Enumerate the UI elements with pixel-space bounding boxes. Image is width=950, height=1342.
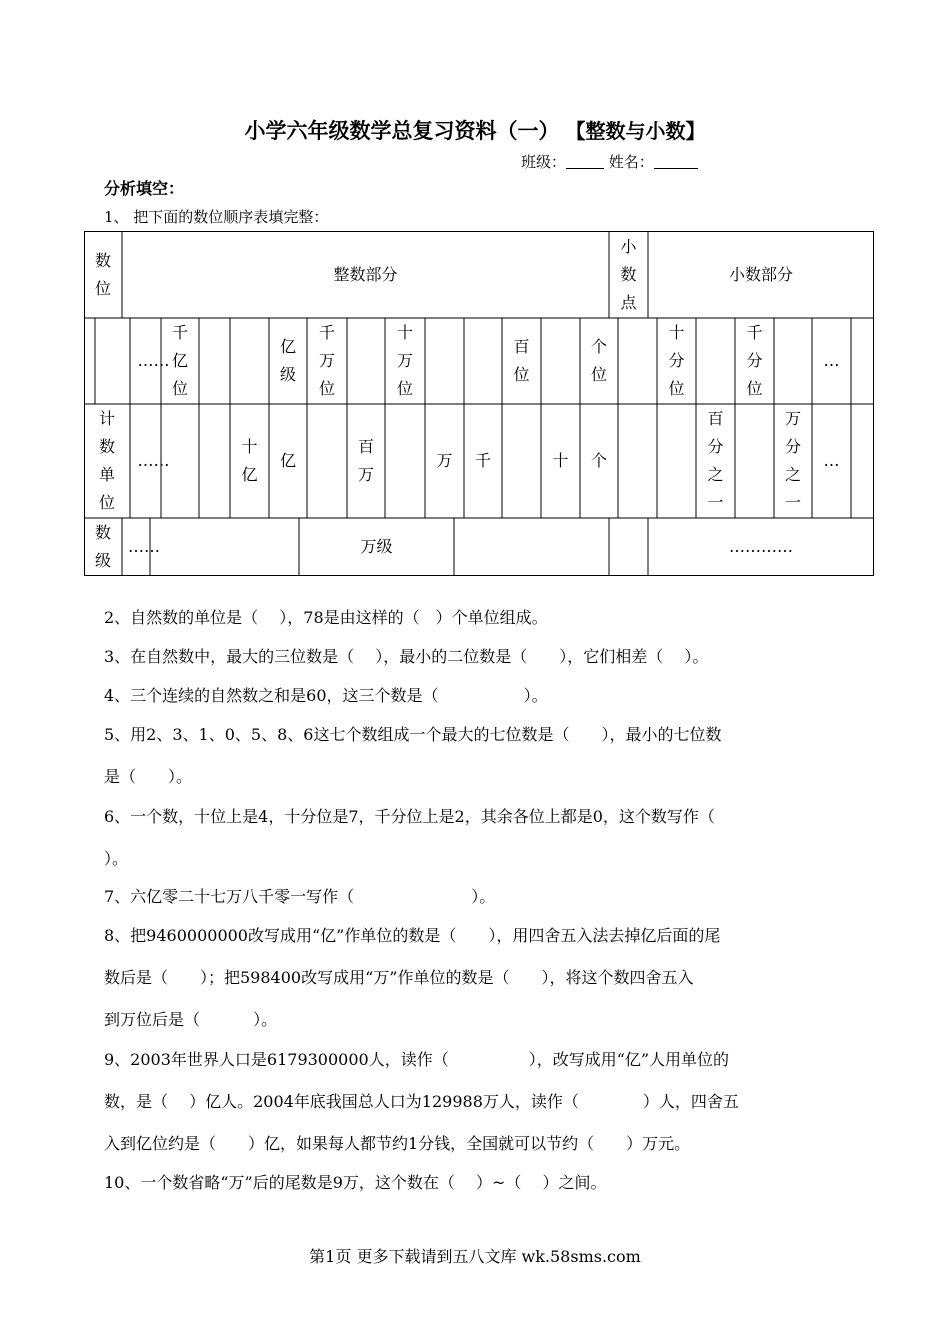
question-10: 10、一个数省略“万”后的尾数是9万，这个数在（ ）~（ ）之间。 <box>104 1173 607 1192</box>
section-title: 分析填空： <box>104 179 185 198</box>
place-shifen: 十分位 <box>668 323 685 398</box>
question-6-line1: 6、一个数，十位上是4，十分位是7，千分位上是2，其余各位上都是0，这个数写作（ <box>104 807 715 826</box>
place-qianwan: 千万位 <box>318 323 335 398</box>
unit-shiyi: 十亿 <box>241 437 258 484</box>
question-9-line2: 数，是（ ）亿人。2004年底我国总人口为129988万人，读作（ ）人，四舍五 <box>104 1092 739 1111</box>
place-qianfen: 千分位 <box>746 323 763 398</box>
question-5-line1: 5、用2、3、1、0、5、8、6这七个数组成一个最大的七位数是（ ），最小的七位数 <box>104 725 722 744</box>
place-value-table <box>84 231 874 576</box>
place-ge: 个位 <box>590 337 607 384</box>
question-3: 3、在自然数中，最大的三位数是（ ），最小的二位数是（ ），它们相差（ ）。 <box>104 647 709 666</box>
question-9-line3: 入到亿位约是（ ）亿，如果每人都节约1分钱，全国就可以节约（ ）万元。 <box>104 1134 691 1153</box>
question-6-line2: ）。 <box>104 849 129 868</box>
place-shiwan: 十万位 <box>396 323 413 398</box>
shuwei-label: 数位 <box>94 250 111 298</box>
question-8-line2: 数后是（ ）；把598400改写成用“万”作单位的数是（ ），将这个数四舍五入 <box>104 968 694 987</box>
question-7: 7、六亿零二十七万八千零一写作（ ）。 <box>104 887 496 906</box>
subtitle-text: 【整数与小数】 <box>575 119 706 143</box>
unit-baifen: 百分之一 <box>707 409 724 512</box>
class-label: 班级： <box>521 153 567 171</box>
integer-part-header: 整数部分 <box>333 264 398 284</box>
unit-ge: 个 <box>590 451 607 470</box>
question-1: 1、 把下面的数位顺序表填完整： <box>104 208 329 226</box>
unit-shi: 十 <box>552 451 569 470</box>
page-title <box>0 114 950 148</box>
place-bai: 百位 <box>513 337 530 384</box>
question-8-line3: 到万位后是（ ）。 <box>104 1010 278 1029</box>
place-qianyi: 千亿位 <box>171 323 188 398</box>
decimal-point-header: 小数点 <box>620 236 637 312</box>
unit-yi: 亿 <box>279 451 296 470</box>
row3-ellipsis: …… <box>128 537 160 556</box>
row1-ellipsis: …… <box>137 351 170 370</box>
question-5-line2: 是（ ）。 <box>104 767 193 786</box>
class-name-line <box>521 150 698 174</box>
decimal-level-dots: ………… <box>729 537 793 556</box>
decimal-part-header: 小数部分 <box>728 264 793 284</box>
row2-ellipsis: …… <box>137 451 170 470</box>
unit-baiwan: 百万 <box>357 437 374 484</box>
level-yiji: 亿级 <box>279 337 296 384</box>
title-text: 小学六年级数学总复习资料（一） <box>244 119 560 143</box>
unit-wan: 万 <box>436 451 453 470</box>
question-9-line1: 9、2003年世界人口是6179300000人，读作（ ），改写成用“亿”人用单位的 <box>104 1050 730 1069</box>
row2-dots: … <box>823 451 840 470</box>
name-label: 姓名： <box>608 153 654 171</box>
unit-label: 计数单位 <box>98 409 115 512</box>
level-label: 数级 <box>94 523 111 570</box>
question-4: 4、三个连续的自然数之和是60，这三个数是（ ）。 <box>104 686 548 705</box>
unit-wanfen: 万分之一 <box>784 409 801 512</box>
unit-qian: 千 <box>474 451 491 470</box>
name-blank[interactable] <box>654 152 698 169</box>
question-2: 2、自然数的单位是（ ），78是由这样的（ ）个单位组成。 <box>104 608 548 627</box>
page-footer: 第1页 更多下载请到五八文库 wk.58sms.com <box>309 1247 641 1266</box>
question-8-line1: 8、把9460000000改写成用“亿”作单位的数是（ ），用四舍五入法去掉亿后面的尾 <box>104 926 721 945</box>
level-wanji: 万级 <box>360 537 393 556</box>
class-blank[interactable] <box>566 152 604 169</box>
row1-dots: … <box>823 351 840 370</box>
